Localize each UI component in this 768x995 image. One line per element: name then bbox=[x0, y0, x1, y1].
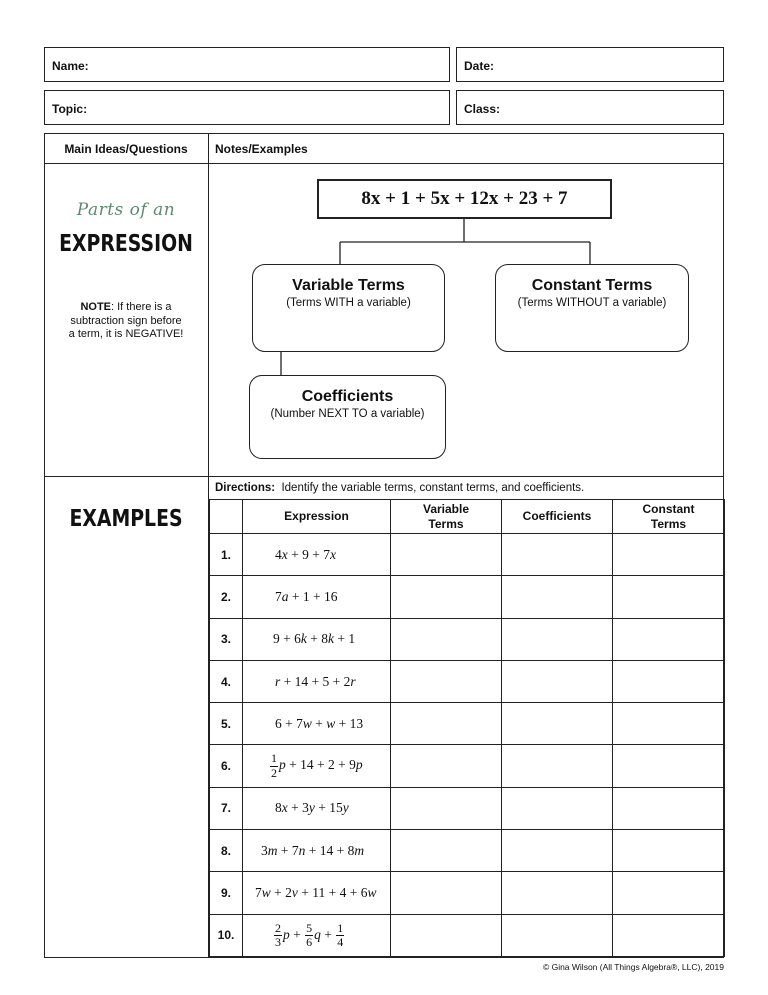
examples-table bbox=[209, 499, 725, 957]
answer-cell-variable[interactable] bbox=[391, 787, 502, 829]
constant-terms-sub: (Terms WITHOUT a variable) bbox=[517, 297, 667, 309]
row-number: 2. bbox=[210, 576, 243, 618]
answer-cell-coefficients[interactable] bbox=[502, 703, 613, 745]
row-number: 4. bbox=[210, 660, 243, 702]
answer-cell-constant[interactable] bbox=[613, 703, 725, 745]
copyright: © Gina Wilson (All Things Algebra®, LLC), 2019 bbox=[542, 962, 724, 972]
constant-terms-title: Constant Terms bbox=[531, 277, 653, 294]
answer-cell-constant[interactable] bbox=[613, 618, 725, 660]
script-title: Parts of an bbox=[76, 200, 176, 220]
topic-label: Topic: bbox=[52, 102, 88, 116]
table-header-num bbox=[210, 500, 243, 534]
directions bbox=[215, 482, 584, 494]
table-row bbox=[210, 576, 725, 618]
table-header-row bbox=[210, 500, 725, 534]
answer-cell-constant[interactable] bbox=[613, 872, 725, 914]
answer-cell-variable[interactable] bbox=[391, 914, 502, 956]
table-row bbox=[210, 745, 725, 787]
table-row bbox=[210, 660, 725, 702]
row-expression: 7a + 1 + 16 bbox=[243, 576, 391, 618]
answer-cell-coefficients[interactable] bbox=[502, 787, 613, 829]
row-number: 10. bbox=[210, 914, 243, 956]
answer-cell-coefficients[interactable] bbox=[502, 618, 613, 660]
answer-cell-variable[interactable] bbox=[391, 576, 502, 618]
row-expression: $\frac{2}{3}$ p + $\frac{5}{6}$ q + $\frac{1}{4}$ bbox=[243, 914, 391, 956]
table-header-coefficients: Coefficients bbox=[502, 500, 613, 534]
row-expression: 6 + 7w + w + 13 bbox=[243, 703, 391, 745]
answer-cell-variable[interactable] bbox=[391, 534, 502, 576]
table-header-expression: Expression bbox=[243, 500, 391, 534]
column-header-left: Main Ideas/Questions bbox=[64, 142, 188, 156]
answer-cell-coefficients[interactable] bbox=[502, 576, 613, 618]
answer-cell-constant[interactable] bbox=[613, 787, 725, 829]
answer-cell-constant[interactable] bbox=[613, 660, 725, 702]
coefficients-title: Coefficients bbox=[301, 388, 394, 405]
answer-cell-constant[interactable] bbox=[613, 830, 725, 872]
row-expression: 8x + 3y + 15y bbox=[243, 787, 391, 829]
table-row bbox=[210, 830, 725, 872]
row-expression: 4x + 9 + 7x bbox=[243, 534, 391, 576]
answer-cell-coefficients[interactable] bbox=[502, 745, 613, 787]
row-number: 9. bbox=[210, 872, 243, 914]
table-row bbox=[210, 872, 725, 914]
expression-box: 8x + 1 + 5x + 12x + 23 + 7 bbox=[317, 179, 612, 219]
row-expression: 7w + 2v + 11 + 4 + 6w bbox=[243, 872, 391, 914]
variable-terms-sub: (Terms WITH a variable) bbox=[286, 297, 411, 309]
row-expression: r + 14 + 5 + 2r bbox=[243, 660, 391, 702]
row-number: 1. bbox=[210, 534, 243, 576]
answer-cell-constant[interactable] bbox=[613, 534, 725, 576]
date-label: Date: bbox=[464, 59, 495, 73]
column-header-right: Notes/Examples bbox=[215, 142, 308, 156]
answer-cell-variable[interactable] bbox=[391, 872, 502, 914]
row-number: 3. bbox=[210, 618, 243, 660]
answer-cell-variable[interactable] bbox=[391, 618, 502, 660]
row-expression: 9 + 6k + 8k + 1 bbox=[243, 618, 391, 660]
table-row bbox=[210, 618, 725, 660]
variable-terms-title: Variable Terms bbox=[292, 277, 405, 294]
variable-terms-box bbox=[252, 264, 445, 352]
directions-text: Identify the variable terms, constant terms, and coefficients. bbox=[281, 482, 585, 494]
name-label: Name: bbox=[52, 59, 89, 73]
answer-cell-coefficients[interactable] bbox=[502, 872, 613, 914]
directions-label: Directions: bbox=[215, 482, 276, 494]
coefficients-sub: (Number NEXT TO a variable) bbox=[270, 408, 425, 420]
answer-cell-coefficients[interactable] bbox=[502, 914, 613, 956]
coefficients-box bbox=[249, 375, 446, 459]
table-row bbox=[210, 703, 725, 745]
note-label: NOTE bbox=[80, 301, 112, 313]
answer-cell-coefficients[interactable] bbox=[502, 660, 613, 702]
answer-cell-variable[interactable] bbox=[391, 703, 502, 745]
row-expression: 3m + 7n + 14 + 8m bbox=[243, 830, 391, 872]
table-row bbox=[210, 787, 725, 829]
note-body: : If there is a subtraction sign before a term, it is NEGATIVE! bbox=[68, 301, 184, 340]
row-expression: $\frac{1}{2}$ p + 14 + 2 + 9p bbox=[243, 745, 391, 787]
table-header-constant-terms: Constant Terms bbox=[613, 500, 725, 534]
row-number: 5. bbox=[210, 703, 243, 745]
table-row bbox=[210, 534, 725, 576]
row-number: 7. bbox=[210, 787, 243, 829]
answer-cell-variable[interactable] bbox=[391, 830, 502, 872]
answer-cell-coefficients[interactable] bbox=[502, 534, 613, 576]
examples-title: EXAMPLES bbox=[69, 506, 183, 532]
answer-cell-constant[interactable] bbox=[613, 576, 725, 618]
answer-cell-variable[interactable] bbox=[391, 660, 502, 702]
constant-terms-box bbox=[495, 264, 689, 352]
table-header-variable-terms: Variable Terms bbox=[391, 500, 502, 534]
row-number: 8. bbox=[210, 830, 243, 872]
answer-cell-constant[interactable] bbox=[613, 745, 725, 787]
sidebar-title: EXPRESSION bbox=[59, 231, 193, 257]
answer-cell-constant[interactable] bbox=[613, 914, 725, 956]
answer-cell-coefficients[interactable] bbox=[502, 830, 613, 872]
answer-cell-variable[interactable] bbox=[391, 745, 502, 787]
table-row bbox=[210, 914, 725, 956]
row-number: 6. bbox=[210, 745, 243, 787]
class-label: Class: bbox=[464, 102, 501, 116]
